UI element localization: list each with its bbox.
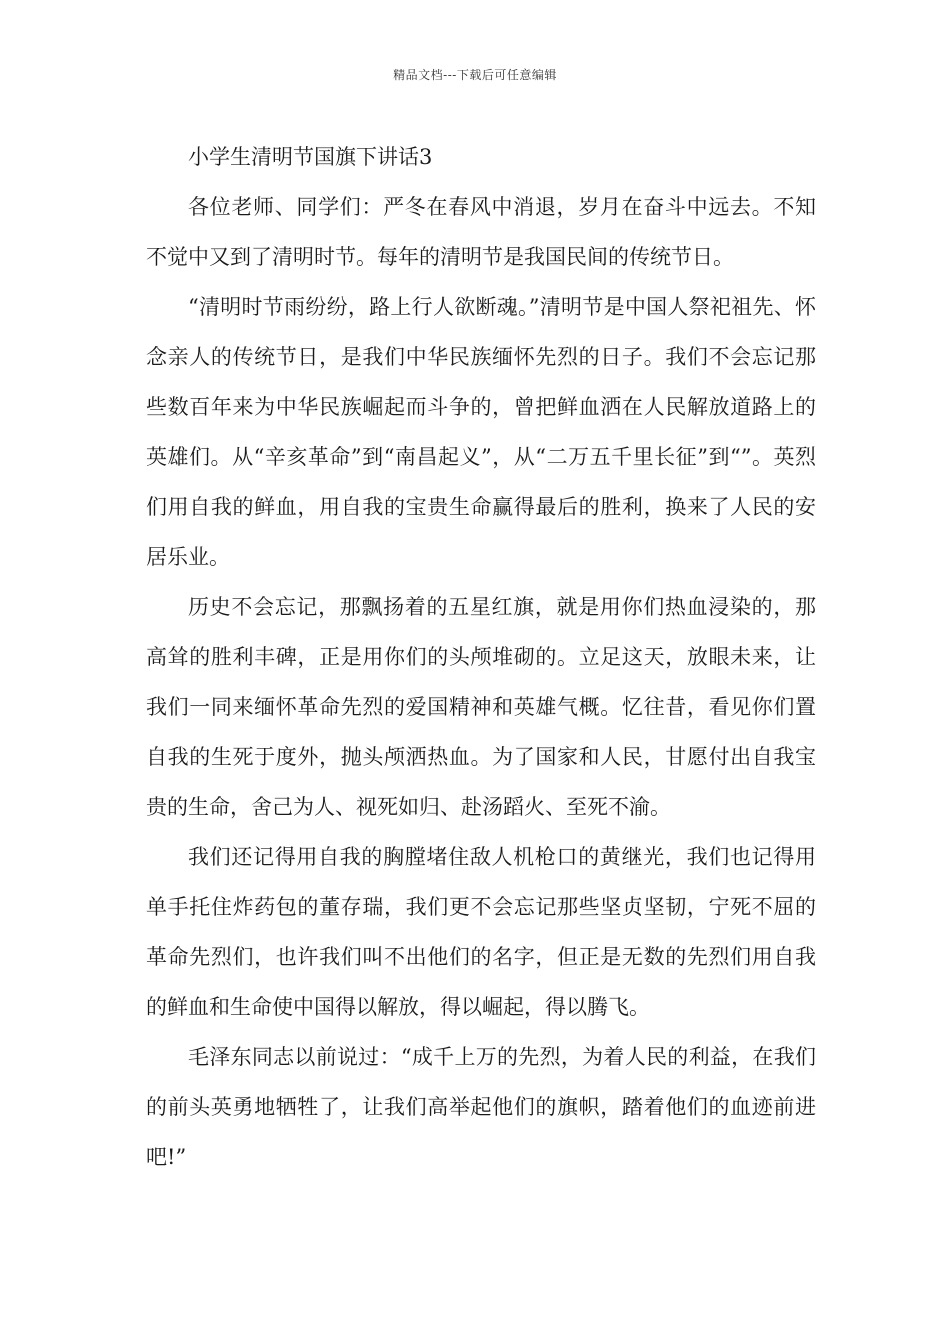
page-header: 精品文档---下载后可任意编辑 [393, 68, 557, 82]
paragraph-heroes: 我们还记得用自我的胸膛堵住敌人机枪口的黄继光，我们也记得用单手托住炸药包的董存瑞，我们更不会忘记那些坚贞坚韧，宁死不屈的革命先烈们，也许我们叫不出他们的名字，但正是无数的先烈们用自我的鲜血和生命使中国得以解放，得以崛起，得以腾飞。 [146, 845, 816, 1019]
paragraph-mao-quote: 毛泽东同志以前说过：“成千上万的先烈，为着人民的利益，在我们的前头英勇地牺牲了，让我们高举起他们的旗帜，踏着他们的血迹前进吧!” [146, 1045, 816, 1169]
document-title: 小学生清明节国旗下讲话3 [188, 145, 433, 169]
paragraph-qingming-poem: “清明时节雨纷纷，路上行人欲断魂。”清明节是中国人祭祀祖先、怀念亲人的传统节日，是我们中华民族缅怀先烈的日子。我们不会忘记那些数百年来为中华民族崛起而斗争的，曾把鲜血洒在人民解放道路上的英雄们。从“辛亥革命”到“南昌起义”，从“二万五千里长征”到“”。英烈们用自我的鲜血，用自我的宝贵生命赢得最后的胜利，换来了人民的安居乐业。 [146, 295, 816, 569]
paragraph-history: 历史不会忘记，那飘扬着的五星红旗，就是用你们热血浸染的，那高耸的胜利丰碑，正是用你们的头颅堆砌的。立足这天，放眼未来，让我们一同来缅怀革命先烈的爱国精神和英雄气概。忆往昔，看见你们置自我的生死于度外，抛头颅洒热血。为了国家和人民，甘愿付出自我宝贵的生命，舍己为人、视死如归、赴汤蹈火、至死不渝。 [146, 595, 816, 819]
paragraph-greeting: 各位老师、同学们：严冬在春风中消退，岁月在奋斗中远去。不知不觉中又到了清明时节。每年的清明节是我国民间的传统节日。 [146, 195, 816, 269]
document-body [146, 132, 816, 1182]
